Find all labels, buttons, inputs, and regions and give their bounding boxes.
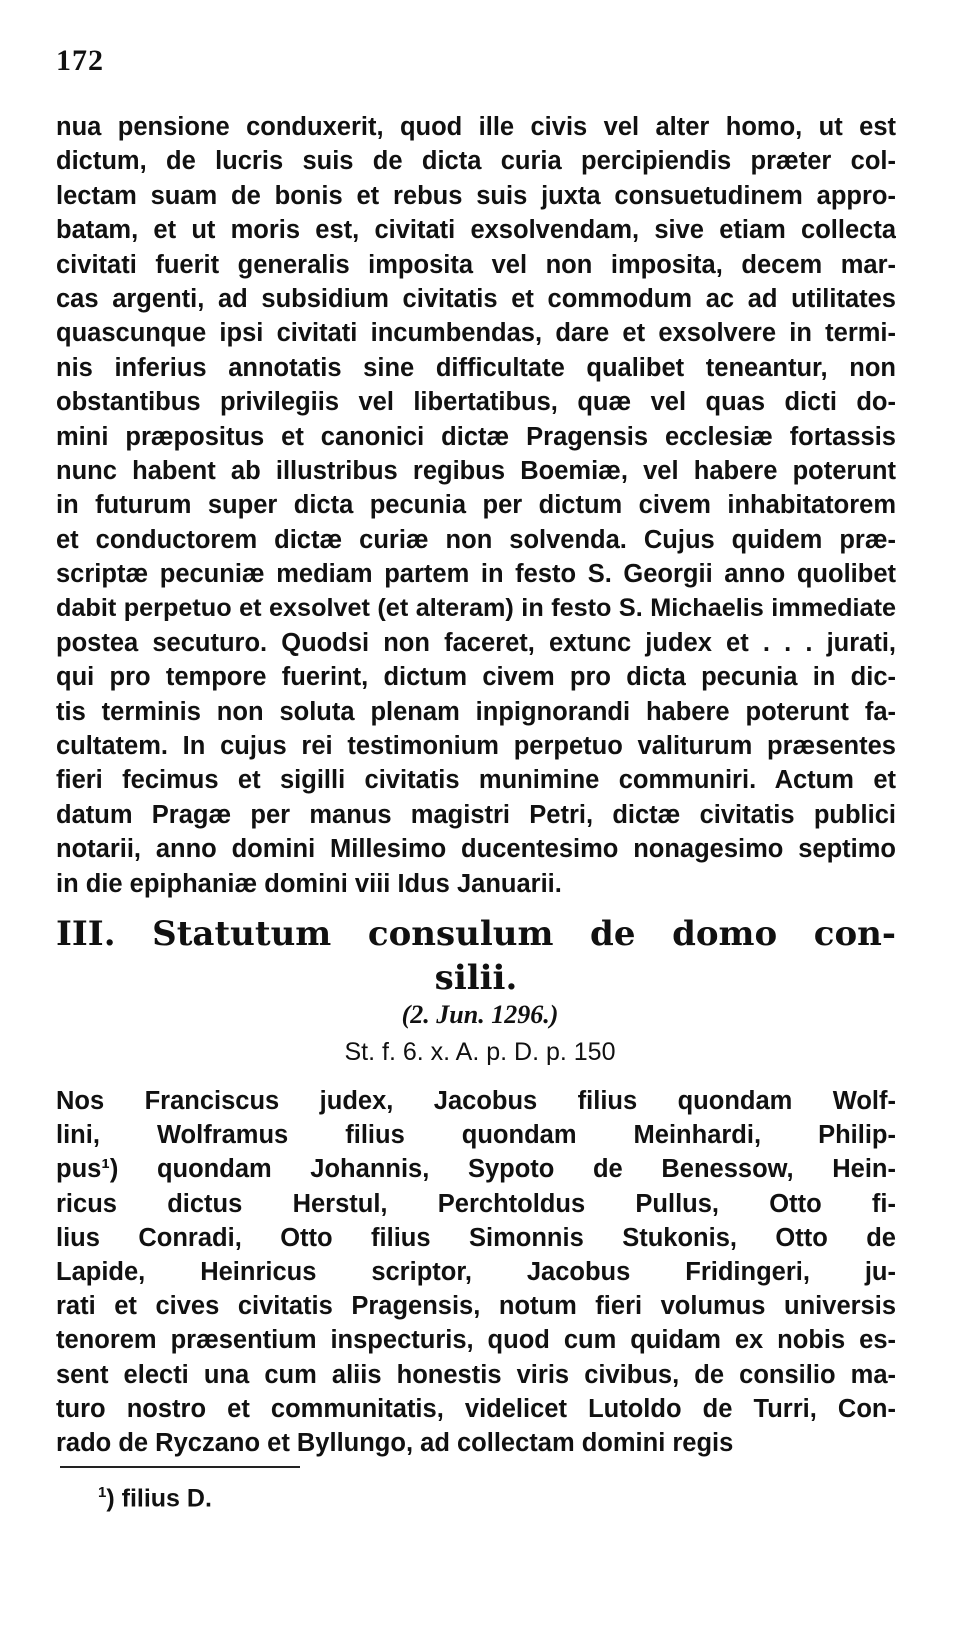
paragraph-statute-text (56, 1084, 896, 1460)
footnote-text: ) filius D. (106, 1484, 212, 1513)
text-line: Nos Franciscus judex, Jacobus filius quondam Wolf- (56, 1087, 896, 1115)
text-line: pus¹) quondam Johannis, Sypoto de Benessow, Hein- (56, 1155, 896, 1184)
paragraph-charter-text (56, 110, 896, 901)
text-line: cultatem. In cujus rei testimonium perpetuo valiturum præsentes (56, 732, 896, 761)
footnote (98, 1484, 212, 1513)
text-line: in futurum super dicta pecunia per dictum civem inhabitatorem (56, 491, 896, 520)
section-heading (56, 912, 896, 1000)
text-line: cas argenti, ad subsidium civitatis et commodum ac ad utilitates (56, 284, 896, 313)
footnote-mark: 1 (98, 1484, 107, 1501)
text-line: notarii, anno domini Millesimo ducentesimo nonagesimo septimo (56, 835, 896, 864)
source-reference: St. f. 6. x. A. p. D. p. 150 (344, 1038, 616, 1066)
text-line: nunc habent ab illustribus regibus Boemiæ, vel habere poterunt (56, 456, 896, 485)
text-line: Lapide, Heinricus scriptor, Jacobus Fridingeri, ju- (56, 1257, 896, 1286)
text-line: scriptæ pecuniæ mediam partem in festo S. Georgii anno quolibet (56, 560, 896, 589)
text-line: rado de Ryczano et Byllungo, ad collectam domini regis (56, 1428, 734, 1457)
text-line: fieri fecimus et sigilli civitatis munimine communiri. Actum et (56, 766, 896, 795)
text-line: batam, et ut moris est, civitati exsolvendam, sive etiam collecta (56, 216, 896, 245)
text-line: civitati fuerit generalis imposita vel non imposita, decem mar- (56, 250, 896, 279)
text-line: postea secuturo. Quodsi non faceret, extunc judex et . . . jurati, (56, 628, 896, 657)
text-line: lius Conradi, Otto filius Simonnis Stukonis, Otto de (56, 1223, 896, 1252)
text-line: tis terminis non soluta plenam inpignorandi habere poterunt fa- (56, 697, 896, 726)
text-line: turo nostro et communitatis, videlicet Lutoldo de Turri, Con- (56, 1394, 896, 1423)
text-line: lini, Wolframus filius quondam Meinhardi, Philip- (56, 1121, 896, 1150)
text-line: mini præpositus et canonici dictæ Pragensis ecclesiæ fortassis (56, 422, 896, 451)
text-line: quascunque ipsi civitati incumbendas, dare et exsolvere in termi- (56, 319, 896, 348)
document-date: (2. Jun. 1296.) (401, 1000, 559, 1029)
text-line: ricus dictus Herstul, Perchtoldus Pullus, Otto fi- (56, 1189, 896, 1218)
text-line: datum Pragæ per manus magistri Petri, dictæ civitatis publici (56, 800, 896, 829)
page-number: 172 (56, 44, 104, 77)
text-line: in die epiphaniæ domini viii Idus Januarii. (56, 869, 562, 898)
text-line: tenorem præsentium inspecturis, quod cum quidam ex nobis es- (56, 1326, 896, 1355)
text-line: et conductorem dictæ curiæ non solvenda. Cujus quidem præ- (56, 525, 896, 554)
text-line: lectam suam de bonis et rebus suis juxta consuetudinem appro- (56, 181, 896, 210)
text-line: obstantibus privilegiis vel libertatibus, quæ vel quas dicti do- (56, 388, 896, 417)
text-line: dictum, de lucris suis de dicta curia percipiendis præter col- (56, 147, 896, 176)
text-line: rati et cives civitatis Pragensis, notum fieri volumus universis (56, 1292, 896, 1321)
section-heading-line-1: III. Statutum consulum de domo con- (56, 914, 896, 954)
text-line: dabit perpetuo et exsolvet (et alteram) in festo S. Michaelis immediate (56, 594, 896, 623)
text-line: sent electi una cum aliis honestis viris civibus, de consilio ma- (56, 1360, 896, 1389)
text-line: nis inferius annotatis sine difficultate qualibet teneantur, non (56, 353, 896, 382)
footnote-divider (60, 1466, 300, 1468)
text-line: nua pensione conduxerit, quod ille civis vel alter homo, ut est (56, 113, 896, 141)
text-line: qui pro tempore fuerint, dictum civem pro dicta pecunia in dic- (56, 663, 896, 692)
section-heading-line-2: silii. (434, 958, 518, 998)
